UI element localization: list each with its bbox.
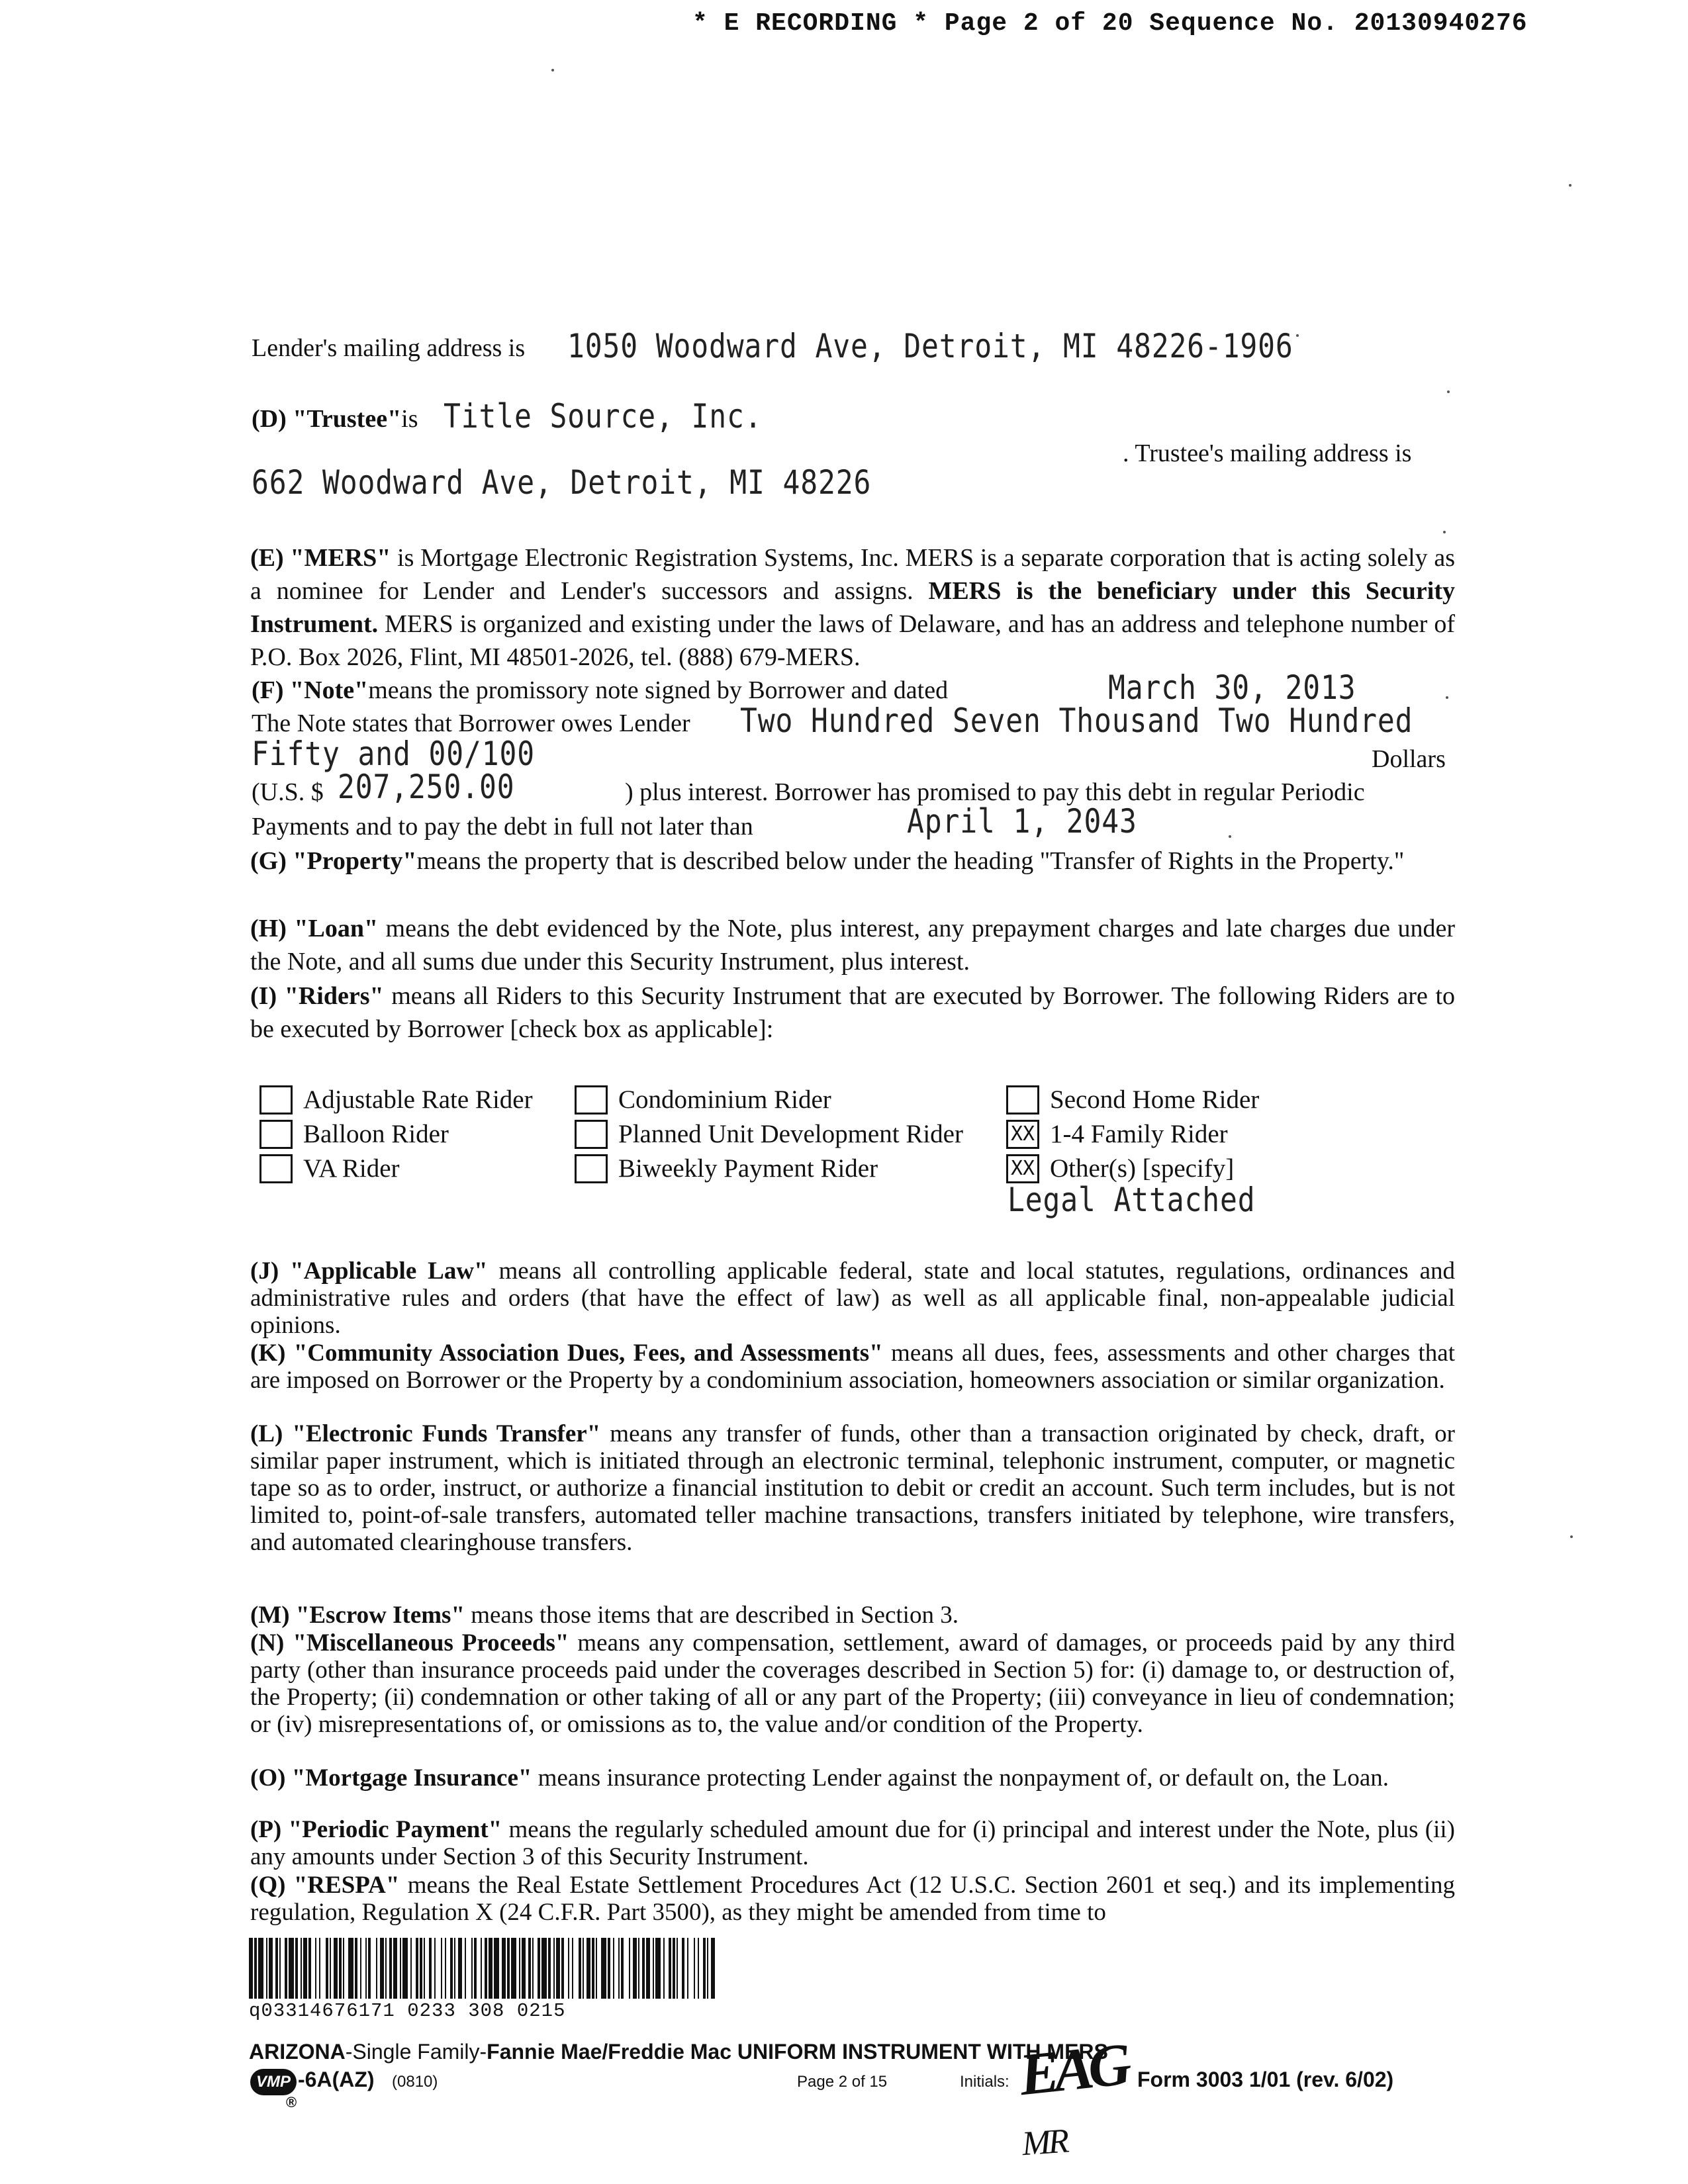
rider-label-va: VA Rider [303, 1154, 400, 1183]
barcode-bar [376, 1938, 377, 1999]
trustee-is: is [401, 405, 418, 433]
barcode-bar [663, 1938, 665, 1999]
definition-term: "Mortgage Insurance" [291, 1764, 532, 1792]
lender-address-label: Lender's mailing address is [252, 334, 526, 362]
rider-label-second-home: Second Home Rider [1050, 1085, 1260, 1114]
definition-item [250, 1629, 1455, 1738]
barcode-bar [424, 1938, 425, 1999]
barcode-bar [434, 1938, 436, 1999]
definition-text: means the Real Estate Settlement Procedures Act (12 U.S.C. Section 2601 et seq.) and its implementing regulation, Regulation X (24 C.F.R. Part 3500), as they might be amended from time to [250, 1872, 1455, 1926]
barcode-bar [522, 1938, 526, 1999]
trustee-address-label: . Trustee's mailing address is [1123, 439, 1412, 467]
note-line-1 [252, 676, 948, 704]
riders-term: "Riders" [284, 982, 384, 1010]
barcode-bar [608, 1938, 610, 1999]
barcode-bar [416, 1938, 418, 1999]
barcode-bar [613, 1938, 614, 1999]
barcode-bar [319, 1938, 320, 1999]
definition-letter: (L) [250, 1420, 283, 1447]
rider-adjustable-rate [259, 1083, 533, 1117]
barcode-bar [458, 1938, 462, 1999]
mers-text-1: is Mortgage Electronic Registration Systems, Inc. MERS is a separate corporation that is acting solely as a nominee for Lender and Lender's successors and assigns. [250, 544, 1456, 605]
rider-biweekly [575, 1152, 878, 1186]
barcode-bar [592, 1938, 594, 1999]
rider-checkbox-adjustable-rate[interactable] [259, 1085, 293, 1115]
barcode-bar [561, 1938, 564, 1999]
barcode-bar [441, 1938, 442, 1999]
note-text-4: Payments and to pay the debt in full not later than [252, 813, 753, 841]
scan-speck [1446, 696, 1448, 699]
barcode [249, 1938, 718, 1999]
barcode-bar [601, 1938, 606, 1999]
definition-item [250, 1872, 1455, 1926]
vmp-logo-text: VMP [256, 2073, 291, 2091]
barcode-bar [572, 1938, 573, 1999]
barcode-bar [474, 1938, 477, 1999]
barcode-bar [275, 1938, 278, 1999]
loan-term: "Loan" [294, 915, 379, 942]
definition-text: means any compensation, settlement, award of damages, or proceeds paid by any third party (other than insurance proceeds paid under the coverages described in Section 5) for: (i) damage to, or destruction of, the Property; (ii) condemnation or other taking of all or any part of the Property; (iii) conveyance in lieu of condemnation; or (iv) misrepresentations of, or omissions as to, the value and/or condition of the Property. [250, 1629, 1456, 1738]
definition-term: "Community Association Dues, Fees, and Assessments" [293, 1340, 883, 1367]
definition-item [250, 1764, 1455, 1792]
barcode-bar [420, 1938, 422, 1999]
barcode-bar [249, 1938, 253, 1999]
barcode-bar [568, 1938, 569, 1999]
barcode-bar [254, 1938, 257, 1999]
rider-label-others: Other(s) [specify] [1050, 1154, 1235, 1183]
definition-text: means any transfer of funds, other than a transaction originated by check, draft, or similar paper instrument, which is initiated through an electronic terminal, telephonic instrument, computer, or magnetic tape so as to order, instruct, or authorize a financial institution to debit or credit an account. Such term includes, but is not limited to, point-of-sale transfers, automated teller machine transactions, transfers initiated by telephone, wire transfers, and automated clearinghouse transfers. [250, 1420, 1455, 1556]
barcode-bar [711, 1938, 715, 1999]
barcode-bar [279, 1938, 281, 1999]
rider-others-specify: Legal Attached [1008, 1181, 1256, 1219]
barcode-bar [445, 1938, 446, 1999]
footer-form-number: Form 3003 1/01 (rev. 6/02) [1137, 2068, 1394, 2091]
barcode-bar [339, 1938, 342, 1999]
definition-text: means insurance protecting Lender against the nonpayment of, or default on, the Loan. [532, 1764, 1389, 1792]
barcode-bar [519, 1938, 520, 1999]
trustee-name: Title Source, Inc. [444, 397, 763, 435]
definition-text: means all dues, fees, assessments and other charges that are imposed on Borrower or the Property by a condominium association, homeowners association or similar organization. [250, 1340, 1455, 1394]
trustee-address: 662 Woodward Ave, Detroit, MI 48226 [252, 463, 872, 502]
barcode-bar [400, 1938, 401, 1999]
barcode-bar [653, 1938, 654, 1999]
definition-item [250, 1340, 1455, 1394]
barcode-bar [548, 1938, 551, 1999]
rider-checkbox-balloon[interactable] [259, 1120, 293, 1149]
barcode-bar [481, 1938, 482, 1999]
definition-item [250, 1602, 1455, 1629]
barcode-bar [429, 1938, 432, 1999]
rider-label-one-four-family: 1-4 Family Rider [1050, 1120, 1228, 1148]
barcode-bar [385, 1938, 387, 1999]
property-term: "Property" [293, 847, 417, 875]
footer-desc-3: UNIFORM INSTRUMENT WITH MERS [731, 2040, 1108, 2064]
lender-address-value: 1050 Woodward Ave, Detroit, MI 48226-1906 [567, 327, 1293, 365]
barcode-bar [621, 1938, 624, 1999]
note-us-label: (U.S. $ [252, 778, 324, 806]
definition-term: "Periodic Payment" [288, 1816, 502, 1843]
barcode-bar [655, 1938, 661, 1999]
trustee-letter: (D) [252, 405, 287, 433]
barcode-bar [303, 1938, 307, 1999]
rider-checkbox-one-four-family[interactable]: XX [1006, 1120, 1039, 1149]
rider-checkbox-va[interactable] [259, 1154, 293, 1183]
rider-checkbox-others[interactable]: XX [1006, 1154, 1039, 1183]
barcode-bar [365, 1938, 367, 1999]
barcode-bar [586, 1938, 590, 1999]
scan-speck [1296, 334, 1299, 337]
rider-planned-unit [575, 1117, 963, 1152]
definition-term: "Miscellaneous Proceeds" [293, 1629, 569, 1657]
trustee-line [252, 405, 418, 433]
barcode-bar [330, 1938, 331, 1999]
rider-va [259, 1152, 400, 1186]
footer-initials-label: Initials: [960, 2073, 1009, 2091]
footer-form-date: (0810) [392, 2073, 438, 2091]
rider-condominium [575, 1083, 831, 1117]
footer-desc-2: Fannie Mae/Freddie Mac [487, 2040, 732, 2064]
barcode-bar [532, 1938, 534, 1999]
definition-letter: (Q) [250, 1872, 286, 1899]
definition-term: "Electronic Funds Transfer" [292, 1420, 601, 1447]
definition-term: "Escrow Items" [295, 1602, 465, 1629]
riders-text: means all Riders to this Security Instrument that are executed by Borrower. The following Riders are to be executed by Borrower [check box as applicable]: [250, 982, 1456, 1043]
note-text-3: ) plus interest. Borrower has promised to pay this debt in regular Periodic [625, 778, 1365, 806]
rider-checkbox-condominium[interactable] [575, 1085, 608, 1115]
loan-text: means the debt evidenced by the Note, plus interest, any prepayment charges and late charges due under the Note, and all sums due under this Security Instrument, plus interest. [250, 915, 1455, 976]
barcode-bar [380, 1938, 384, 1999]
rider-checkbox-biweekly[interactable] [575, 1154, 608, 1183]
footer-registered-mark: ® [286, 2094, 297, 2111]
barcode-bar [334, 1938, 338, 1999]
scan-speck [1570, 1535, 1573, 1538]
note-letter: (F) [252, 676, 284, 704]
scan-speck [1447, 390, 1450, 393]
rider-label-planned-unit: Planned Unit Development Rider [618, 1120, 963, 1148]
definition-letter: (O) [250, 1764, 286, 1792]
rider-balloon [259, 1117, 449, 1152]
barcode-bar [355, 1938, 357, 1999]
note-term: "Note" [290, 676, 369, 704]
barcode-bar [494, 1938, 499, 1999]
scan-speck [1443, 531, 1446, 533]
barcode-bar [673, 1938, 675, 1999]
footer-initials-signature: EAG [1016, 2031, 1129, 2109]
barcode-bar [465, 1938, 466, 1999]
barcode-bar [301, 1938, 302, 1999]
barcode-bar [618, 1938, 620, 1999]
definition-loan [250, 912, 1455, 978]
definition-property [250, 844, 1455, 878]
definition-item [250, 1816, 1455, 1870]
barcode-bar [402, 1938, 408, 1999]
definition-text: means all controlling applicable federal, state and local statutes, regulations, ordinances and administrative rules and orders (that have the effect of law) as well as all applicable final, non-appealable judicial opinions. [250, 1257, 1455, 1339]
mers-letter: (E) [250, 544, 284, 572]
loan-letter: (H) [250, 915, 287, 942]
definition-item [250, 1257, 1455, 1339]
riders-letter: (I) [250, 982, 277, 1010]
rider-checkbox-planned-unit[interactable] [575, 1120, 608, 1149]
barcode-bar [556, 1938, 560, 1999]
rider-second-home [1006, 1083, 1259, 1117]
mers-text-2: MERS is organized and existing under the laws of Delaware, and has an address and telephone number of P.O. Box 2026, Flint, MI 48501-2026, tel. (888) 679-MERS. [250, 610, 1455, 671]
barcode-bar [502, 1938, 506, 1999]
barcode-bar [368, 1938, 371, 1999]
barcode-bar [343, 1938, 344, 1999]
barcode-bar [642, 1938, 645, 1999]
scan-speck [1229, 835, 1231, 838]
scan-speck [551, 69, 554, 71]
definition-riders [250, 979, 1455, 1046]
barcode-bar [583, 1938, 584, 1999]
note-maturity-date: April 1, 2043 [907, 802, 1137, 841]
barcode-bar [450, 1938, 453, 1999]
note-amount-words-2: Fifty and 00/100 [252, 735, 535, 773]
barcode-bar [511, 1938, 516, 1999]
footer-form-title [249, 2040, 1108, 2064]
definition-item [250, 1420, 1455, 1556]
definition-term: "RESPA" [293, 1872, 400, 1899]
barcode-bar [410, 1938, 412, 1999]
rider-label-balloon: Balloon Rider [303, 1120, 449, 1148]
barcode-bar [694, 1938, 695, 1999]
rider-label-condominium: Condominium Rider [618, 1085, 831, 1114]
rider-label-adjustable-rate: Adjustable Rate Rider [303, 1085, 533, 1114]
trustee-term: "Trustee" [293, 405, 402, 433]
barcode-bar [677, 1938, 678, 1999]
barcode-bar [269, 1938, 273, 1999]
mers-term: "MERS" [290, 544, 391, 572]
barcode-bar [489, 1938, 492, 1999]
barcode-bar [308, 1938, 311, 1999]
barcode-bar [393, 1938, 397, 1999]
note-amount: 207,250.00 [338, 768, 515, 806]
barcode-bar [703, 1938, 706, 1999]
definition-letter: (N) [250, 1629, 285, 1657]
barcode-bar [579, 1938, 581, 1999]
note-text-2: The Note states that Borrower owes Lender [252, 709, 690, 737]
barcode-bar [389, 1938, 392, 1999]
note-amount-words-1: Two Hundred Seven Thousand Two Hundred [740, 702, 1413, 740]
barcode-bar [538, 1938, 540, 1999]
mers-bold-text: MERS is the beneficiary under this Security Instrument. [250, 577, 1456, 638]
barcode-bar [698, 1938, 699, 1999]
barcode-number: q03314676171 0233 308 0215 [249, 2000, 566, 2022]
note-date: March 30, 2013 [1108, 668, 1356, 707]
barcode-bar [258, 1938, 263, 1999]
barcode-bar [507, 1938, 510, 1999]
property-text: means the property that is described below under the heading "Transfer of Rights in the Property." [416, 847, 1405, 875]
definition-letter: (P) [250, 1816, 282, 1843]
barcode-bar [553, 1938, 555, 1999]
barcode-bar [485, 1938, 487, 1999]
property-letter: (G) [250, 847, 287, 875]
footer-state: ARIZONA [249, 2040, 346, 2064]
barcode-bar [295, 1938, 298, 1999]
barcode-bar [471, 1938, 473, 1999]
barcode-bar [707, 1938, 708, 1999]
definition-letter: (M) [250, 1602, 290, 1629]
footer-desc-1: -Single Family- [345, 2040, 487, 2064]
recording-header: * E RECORDING * Page 2 of 20 Sequence No. 20130940276 [692, 9, 1528, 38]
barcode-bar [360, 1938, 361, 1999]
barcode-bar [454, 1938, 455, 1999]
rider-label-biweekly: Biweekly Payment Rider [618, 1154, 878, 1183]
definition-term: "Applicable Law" [290, 1257, 488, 1285]
scan-speck [1569, 184, 1571, 187]
rider-checkbox-second-home[interactable] [1006, 1085, 1039, 1115]
footer-second-initials: MR [1021, 2122, 1068, 2163]
barcode-bar [682, 1938, 684, 1999]
rider-one-four-family [1006, 1117, 1228, 1152]
barcode-bar [687, 1938, 688, 1999]
footer-page-number: Page 2 of 15 [797, 2073, 888, 2091]
barcode-bar [289, 1938, 294, 1999]
barcode-bar [638, 1938, 639, 1999]
barcode-bar [633, 1938, 637, 1999]
definition-letter: (K) [250, 1340, 286, 1367]
definition-text: means the regularly scheduled amount due for (i) principal and interest under the Note, plus (ii) any amounts under Section 3 of this Security Instrument. [250, 1816, 1455, 1870]
barcode-bar [541, 1938, 547, 1999]
barcode-bar [596, 1938, 597, 1999]
definition-mers [250, 541, 1455, 674]
note-dollars: Dollars [1372, 745, 1446, 773]
barcode-bar [669, 1938, 671, 1999]
barcode-bar [326, 1938, 328, 1999]
barcode-bar [528, 1938, 531, 1999]
footer-form-code: -6A(AZ) [298, 2068, 375, 2091]
barcode-bar [285, 1938, 287, 1999]
definition-letter: (J) [250, 1257, 279, 1285]
definition-text: means those items that are described in Section 3. [465, 1602, 959, 1629]
barcode-bar [315, 1938, 316, 1999]
vmp-logo [250, 2069, 297, 2095]
barcode-bar [646, 1938, 650, 1999]
barcode-bar [348, 1938, 353, 1999]
barcode-bar [629, 1938, 630, 1999]
note-text-1: means the promissory note signed by Borrower and dated [368, 676, 949, 704]
barcode-bar [266, 1938, 267, 1999]
